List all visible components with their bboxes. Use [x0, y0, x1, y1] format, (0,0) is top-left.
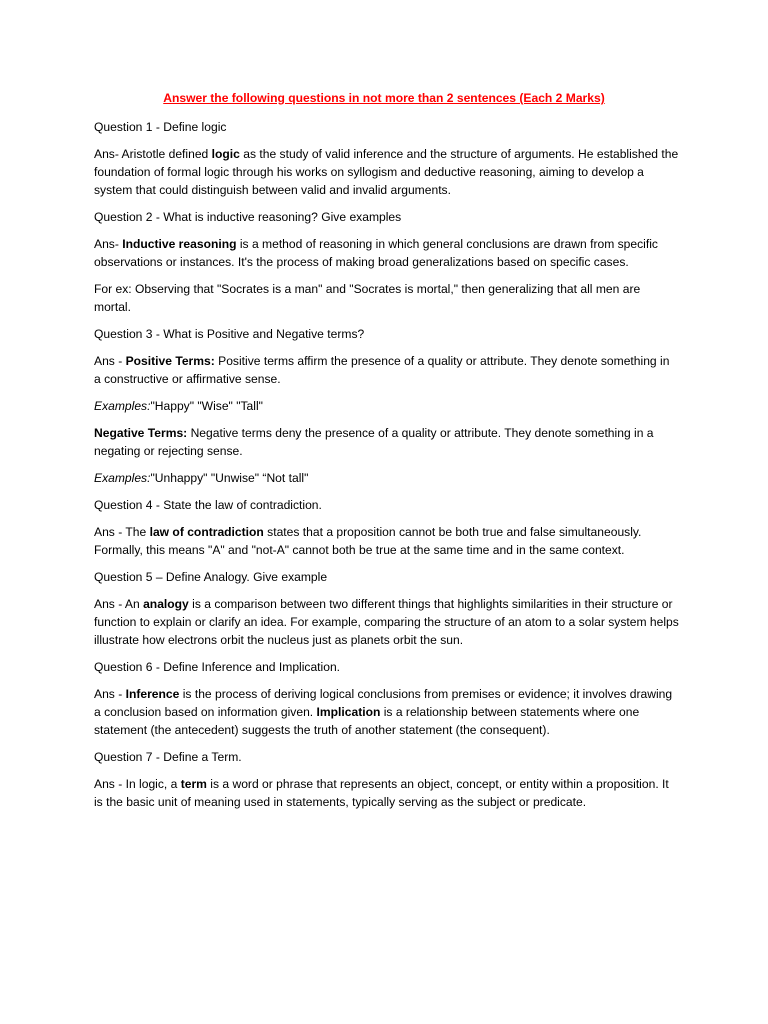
answer-2 [94, 235, 679, 271]
answer-6 [94, 685, 679, 739]
answer-5-text: is a comparison between two different things that highlights similarities in their structure or function to explain or clarify an idea. For example, comparing the structure of an atom to a solar system helps illustrate how electrons orbit the nucleus just as planets orbit the sun. [94, 597, 679, 647]
positive-examples-label: Examples: [94, 399, 151, 413]
negative-examples [94, 469, 679, 487]
answer-4-text: states that a proposition cannot be both true and false simultaneously. Formally, this means "A" and "not-A" cannot both be true at the same time and in the same context. [94, 525, 642, 557]
question-1: Question 1 - Define logic [94, 120, 227, 134]
answer-3-negative [94, 424, 679, 460]
answer-2-text: is a method of reasoning in which general conclusions are drawn from specific observations or instances. It's the process of making broad generalizations based on specific cases. [94, 237, 658, 269]
positive-examples [94, 397, 679, 415]
question-2: Question 2 - What is inductive reasoning? Give examples [94, 210, 402, 224]
answer-4-term: law of contradiction [149, 525, 264, 539]
implication-term: Implication [316, 705, 381, 719]
answer-5-term: analogy [143, 597, 189, 611]
answer-3-prefix: Ans - [94, 354, 126, 368]
answer-1 [94, 145, 679, 199]
answer-7-prefix: Ans - In logic, a [94, 777, 181, 791]
inference-term: Inference [125, 687, 180, 701]
question-5: Question 5 – Define Analogy. Give example [94, 570, 328, 584]
answer-6-prefix: Ans - [94, 687, 126, 701]
negative-terms-label: Negative Terms: [94, 426, 188, 440]
answer-1-prefix: Ans- Aristotle defined [94, 147, 212, 161]
answer-4-prefix: Ans - The [94, 525, 150, 539]
question-6: Question 6 - Define Inference and Implication. [94, 660, 341, 674]
positive-terms-label: Positive Terms: [125, 354, 215, 368]
answer-2-prefix: Ans- [94, 237, 123, 251]
question-4: Question 4 - State the law of contradiction. [94, 498, 322, 512]
answer-7-term: term [180, 777, 207, 791]
question-7: Question 7 - Define a Term. [94, 750, 242, 764]
document-content [94, 89, 679, 820]
answer-1-term: logic [211, 147, 240, 161]
implication-text: is a relationship between statements where one statement (the antecedent) suggests the truth of another statement (the consequent). [94, 705, 640, 737]
answer-7-text: is a word or phrase that represents an object, concept, or entity within a proposition. It is the basic unit of meaning used in statements, typically serving as the subject or predicate. [94, 777, 669, 809]
document-title: Answer the following questions in not more than 2 sentences (Each 2 Marks) [163, 91, 605, 105]
inference-text: is the process of deriving logical conclusions from premises or evidence; it involves drawing a conclusion based on information given. [94, 687, 673, 719]
answer-1-text: as the study of valid inference and the structure of arguments. He established the foundation of formal logic through his works on syllogism and deductive reasoning, aiming to develop a system that could distinguish between valid and invalid arguments. [94, 147, 679, 197]
negative-examples-text: "Unhappy" "Unwise" “Not tall" [150, 471, 309, 485]
answer-2-example: For ex: Observing that "Socrates is a man" and "Socrates is mortal," then generalizing that all men are mortal. [94, 282, 641, 314]
answer-5-prefix: Ans - An [94, 597, 144, 611]
positive-terms-text: Positive terms affirm the presence of a quality or attribute. They denote something in a constructive or affirmative sense. [94, 354, 670, 386]
negative-examples-label: Examples: [94, 471, 151, 485]
question-3: Question 3 - What is Positive and Negative terms? [94, 327, 365, 341]
negative-terms-text: Negative terms deny the presence of a quality or attribute. They denote something in a negating or rejecting sense. [94, 426, 654, 458]
positive-examples-text: "Happy" "Wise" "Tall" [150, 399, 263, 413]
answer-5 [94, 595, 679, 649]
answer-7 [94, 775, 679, 811]
answer-3-positive [94, 352, 679, 388]
answer-2-term: Inductive reasoning [122, 237, 237, 251]
answer-4 [94, 523, 679, 559]
